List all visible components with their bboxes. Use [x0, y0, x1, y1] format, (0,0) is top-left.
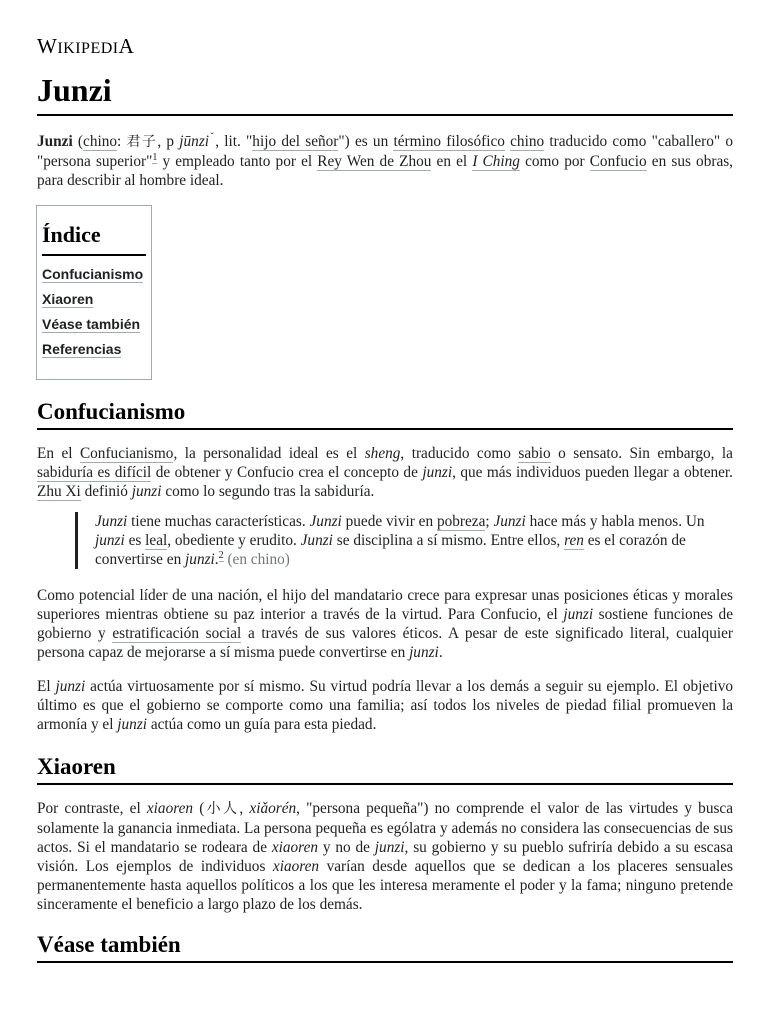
term-junzi: Junzi	[309, 513, 342, 530]
text: , p	[157, 133, 180, 150]
chinese-characters: 君子	[126, 134, 158, 150]
term-junzi: junzi	[117, 716, 148, 733]
reference-1[interactable]: 1	[152, 151, 158, 163]
link-rey-wen-de-zhou[interactable]: Rey Wen de Zhou	[317, 153, 432, 170]
term-junzi: Junzi	[300, 532, 333, 549]
toc-item-referencias[interactable]	[42, 337, 146, 362]
wordmark-initial: W	[37, 34, 58, 58]
link-hijo-del-senor[interactable]: hijo del señor	[252, 133, 339, 150]
text: (	[72, 133, 84, 150]
toc-item-label: Confucianismo	[42, 266, 144, 282]
term-junzi: junzi	[422, 464, 453, 481]
text: Por contraste, el	[37, 800, 147, 817]
text: ;	[485, 513, 494, 530]
language-note: (en chino)	[223, 551, 290, 568]
text: traducido como "caballero" o "persona superior"	[37, 133, 734, 170]
link-zhu-xi[interactable]: Zhu Xi	[37, 483, 81, 500]
text: :	[117, 133, 127, 150]
link-chino-2[interactable]: chino	[510, 133, 545, 150]
link-sabiduria[interactable]: sabiduría es difícil	[37, 464, 152, 481]
link-i-ching[interactable]: I Ching	[472, 153, 520, 170]
term-sheng: sheng	[364, 445, 401, 462]
text: , que más individuos pueden llegar a obtener.	[452, 464, 733, 481]
wikipedia-wordmark[interactable]	[37, 33, 134, 62]
link-estratificacion-social[interactable]: estratificación social	[112, 625, 242, 642]
link-confucianismo[interactable]: Confucianismo	[79, 445, 174, 462]
term-junzi: junzi	[563, 606, 594, 623]
text: en el	[431, 153, 473, 170]
text: El	[37, 678, 56, 695]
section-heading-confucianismo: Confucianismo	[37, 396, 733, 430]
tone-mark: ˇ	[209, 131, 216, 143]
wordmark-final: A	[118, 34, 135, 58]
text: definió	[80, 483, 132, 500]
text: es el corazón de convertirse en	[95, 532, 686, 568]
link-chino[interactable]: chino	[83, 133, 118, 150]
term-junzi: Junzi	[95, 513, 128, 530]
xiaoren-paragraph	[37, 799, 733, 914]
text: y empleado tanto por el	[157, 153, 318, 170]
text: puede vivir en	[341, 513, 437, 530]
pinyin: xiǎorén	[249, 800, 297, 817]
toc-item-label: Véase también	[42, 316, 141, 332]
text: , obediente y erudito.	[167, 532, 301, 549]
term-junzi: junzi	[185, 551, 215, 568]
confucianismo-paragraph-3	[37, 677, 733, 734]
term-junzi: junzi	[374, 839, 405, 856]
text: , la personalidad ideal es el	[173, 445, 365, 462]
link-ren[interactable]: ren	[564, 532, 584, 549]
page-title: Junzi	[37, 68, 733, 116]
text: actúa virtuosamente por sí mismo. Su virtud podría llevar a los demás a seguir su ejemplo. El objetivo último es que el gobierno se comporte como una familia; así todos los niveles de piedad filial promueven la armonía y el	[37, 678, 733, 733]
pinyin: jūnzi	[179, 133, 210, 150]
text: se disciplina a sí mismo. Entre ellos,	[332, 532, 565, 549]
reference-2[interactable]: 2	[218, 549, 224, 561]
link-sabio[interactable]: sabio	[518, 445, 551, 462]
chinese-characters: 小人	[204, 801, 240, 817]
text: , su gobierno y su pueblo sufriría debido a su escasa visión. Los ejemplos de individuos	[37, 839, 733, 875]
term-junzi: junzi	[131, 483, 162, 500]
term-xiaoren: xiaoren	[271, 839, 319, 856]
confucianismo-paragraph-2	[37, 586, 733, 662]
text: ,	[239, 800, 250, 817]
section-heading-xiaoren: Xiaoren	[37, 751, 733, 785]
text: , lit. "	[215, 133, 253, 150]
text: o sensato. Sin embargo, la	[550, 445, 733, 462]
toc-title: Índice	[42, 216, 146, 256]
text: es	[124, 532, 146, 549]
term-xiaoren: xiaoren	[146, 800, 194, 817]
text: actúa como un guía para esta piedad.	[147, 716, 377, 733]
text: Como potencial líder de una nación, el hijo del mandatario crece para expresar unas posiciones éticas y morales superiores mientras obtiene su paz interior a través de la virtud. Para Confucio, el	[37, 587, 733, 623]
text: hace más y habla menos. Un	[525, 513, 705, 530]
term-junzi: junzi	[409, 644, 439, 661]
toc-item-label: Xiaoren	[42, 291, 94, 307]
section-heading-vease-tambien: Véase también	[37, 929, 733, 963]
link-leal[interactable]: leal	[145, 532, 168, 549]
text: , traducido como	[400, 445, 519, 462]
link-termino-filosofico[interactable]: término filosófico	[393, 133, 505, 150]
text: .	[214, 551, 219, 568]
wordmark-smallcaps: IKIPEDI	[57, 40, 119, 57]
text: .	[438, 644, 443, 661]
intro-term: Junzi	[37, 133, 73, 150]
text: En el	[37, 445, 80, 462]
text: sostiene funciones de gobierno y	[37, 606, 733, 642]
text: como por	[519, 153, 590, 170]
text: varían desde aquellos que se dedican a los placeres sensuales permanentemente hasta aquellos políticos a los que les interesa meramente el poder y la fama; ninguno pretende sinceramente el beneficio a largo plazo de los demás.	[37, 858, 733, 913]
text: tiene muchas características.	[127, 513, 310, 530]
toc-item-xiaoren[interactable]	[42, 287, 146, 312]
text: en sus obras, para describir al hombre ideal.	[37, 153, 734, 189]
term-junzi: junzi	[95, 532, 125, 549]
link-confucio[interactable]: Confucio	[589, 153, 647, 170]
text: ") es un	[338, 133, 394, 150]
text: , "persona pequeña") no comprende el valor de las virtudes y busca solamente la ganancia inmediata. La persona pequeña es ególatra y además no considera las consecuencias de sus actos. Si el mandatario se rodeara de	[37, 800, 733, 856]
toc-item-label: Referencias	[42, 341, 122, 357]
text: de obtener y Confucio crea el concepto de	[151, 464, 423, 481]
toc-item-confucianismo[interactable]	[42, 262, 146, 287]
confucianismo-paragraph-1	[37, 444, 733, 501]
link-pobreza[interactable]: pobreza	[436, 513, 486, 530]
text: a través de sus valores éticos. A pesar de este significado literal, cualquier persona capaz de mejorarse a sí misma puede convertirse en	[37, 625, 733, 661]
term-xiaoren: xiaoren	[272, 858, 320, 875]
text: y no de	[318, 839, 375, 856]
toc-item-vease-tambien[interactable]	[42, 312, 146, 337]
text: (	[193, 800, 205, 817]
table-of-contents	[36, 205, 152, 380]
term-junzi: Junzi	[493, 513, 526, 530]
text: como lo segundo tras la sabiduría.	[161, 483, 375, 500]
term-junzi: junzi	[55, 678, 86, 695]
blockquote	[75, 512, 715, 569]
intro-paragraph	[37, 132, 733, 190]
